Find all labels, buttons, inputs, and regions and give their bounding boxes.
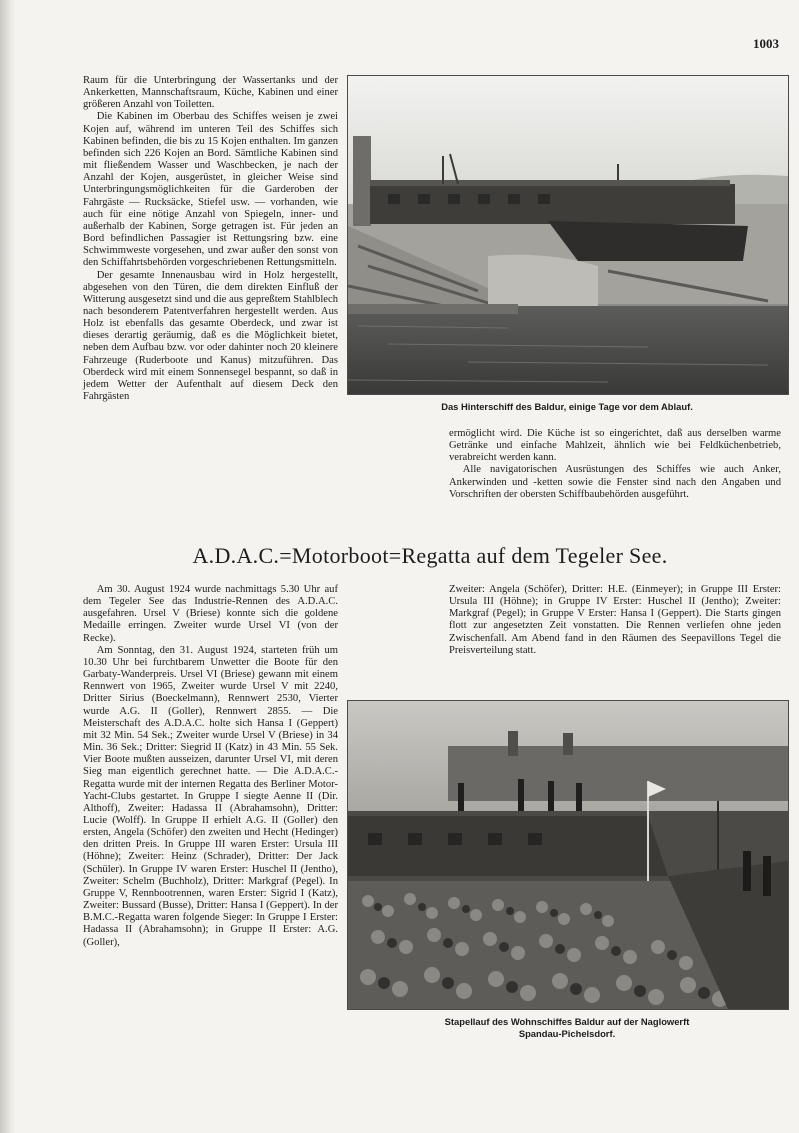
paragraph: Der gesamte Innenausbau wird in Holz hergestellt, abgesehen von den Türen, die dem direkten Einfluß der Witterung ausgesetzt sind und die aus gepreßtem Stahlblech nach besonderem Patentverfahren hergestellt werden. Aus Holz ist ebenfalls das gesamte Oberdeck, und zwar ist dieses derartig geräumig, daß es die Möglichkeit bietet, neben dem Aufbau bzw. vor oder dahinter noch 20 kleinere Fahrzeuge (Ruderboote und Kanus) mitzuführen. Das Oberdeck wird mit einem Sonnensegel bespannt, so daß in jedem Wetter der Aufenthalt auf diesem Deck den Fahrgästen bbox=[83, 269, 338, 403]
paragraph: Am Sonntag, den 31. August 1924, starteten früh um 10.30 Uhr bei furchtbarem Unwetter die Boote für den Garbaty-Wanderpreis. Ursel VI (Briese) gewann mit einem Rennwert von 1965, Zweiter wurde Ursel V mit 2240, Dritter Sirius (Boeckelmann), Rennwert 2530, Vierter wurde A.G. II (Goller), Rennwert 2855. — Die Meisterschaft des A.D.A.C. holte sich Hansa I (Geppert) mit 32 Min. 54 Sek.; Zweiter wurde Ursel V (Briese) in 34 Min. 36 Sek.; Dritter: Siegrid II (Katz) in 43 Min. 55 Sek. Vier Boote mußten ausseizen, darunter Ursel VI, mit deren Sieg man eigentlich gerechnet hatte. — Die A.D.A.C.-Regatta wurde mit der internen Regatta des Berliner Motor-Yacht-Clubs gestartet. In Gruppe I siegte Aenne II (Dir. Althoff), Zweiter: Hadassa II (Abrahamsohn), Dritter: Lucie (Wolff). In Gruppe II erhielt A.G. II (Goller) den ersten, Angela (Schöfer) den zweiten und Hecht (Hedinger) den dritten Preis. In Gruppe III waren Erster: Ursula III (Höhne); Zweiter: Heinz (Schrader), Dritter: Der Jack (Schüler). In Gruppe IV waren Erster: Huschel II (Jentho), Zweiter: Schelm (Buchholz), Dritter: Markgraf (Pegel). In Gruppe V, Rennbootrennen, waren Erster: Sigrid I (Katz), Zweiter: Bussard (Busse), Dritter: Hansa I (Geppert). In der B.M.C.-Regatta waren folgende Sieger: In Gruppe I Erster: Hadassa II (Abrahamsohn); in Gruppe II Erster: A.G. (Goller), bbox=[83, 644, 338, 948]
photo-ship-stern bbox=[347, 75, 789, 395]
paragraph: Alle navigatorischen Ausrüstungen des Schiffes wie auch Anker, Ankerwinden und -ketten sowie die Fenster sind nach den Angaben und Vorschriften der obersten Schiffbaubehörden ausgeführt. bbox=[449, 464, 781, 500]
paragraph: ermöglicht wird. Die Küche ist so eingerichtet, daß aus derselben warme Getränke und einfache Mahlzeit, ähnlich wie bei Feldküchenbetrieb, verabreicht werden kann. bbox=[449, 428, 781, 464]
paragraph: Am 30. August 1924 wurde nachmittags 5.30 Uhr auf dem Tegeler See das Industrie-Rennen des A.D.A.C. ausgefahren. Ursel V (Briese) konnte sich die goldene Medaille erringen. Zweiter wurde Ursel VI (von der Recke). bbox=[83, 584, 338, 644]
top-right-column bbox=[449, 428, 781, 528]
figure-caption-top: Das Hinterschiff des Baldur, einige Tage vor dem Ablauf. bbox=[441, 401, 693, 412]
bottom-left-column bbox=[83, 584, 338, 1064]
section-title: A.D.A.C.=Motorboot=Regatta auf dem Tegeler See. bbox=[192, 543, 668, 568]
top-left-column bbox=[83, 75, 338, 525]
paragraph: Die Kabinen im Oberbau des Schiffes weisen je zwei Kojen auf, während im unteren Teil des Schiffes sich Kabinen befinden, die bis zu 15 Kojen enthalten. Im ganzen befinden sich 226 Kojen an Bord. Sämtliche Kabinen sind mit fließendem Wasser und Waschbecken, je nach der Anzahl der Kojen, ausgerüstet, in gleicher Weise sind Unterbringungsmöglichkeiten für die Garderoben der Fahrgäste — Rucksäcke, Stiefel usw. — vorhanden, wie auch für eine nötige Anzahl von Spiegeln, inner- und außerhalb der Kabinen, Sorge getragen ist. Für jeden an Bord befindlichen Passagier ist Rettungsring bzw. eine Schwimmweste vorgesehen, und zwar außer den sonst von den Schiffahrtsbehörden vorgeschriebenen Rettungsmitteln. bbox=[83, 111, 338, 269]
photo-ship-launch bbox=[347, 700, 789, 1010]
figure-caption-bottom-line2: Spandau-Pichelsdorf. bbox=[518, 1028, 616, 1039]
page-binding-shadow bbox=[0, 0, 16, 1133]
paragraph: Zweiter: Angela (Schöfer), Dritter: H.E. (Einmeyer); in Gruppe III Erster: Ursula III (Höhne); in Gruppe IV Erster: Huschel II (Jentho); Zweiter: Markgraf (Pegel); in Gruppe V Erster: Hansa I (Geppert). Die Starts gingen flott zur angesetzten Zeit vonstatten. Die Rennen verliefen ohne jeden Zwischenfall. Am Abend fand in den Räumen des Seepavillons Tegel die Preisverteilung statt. bbox=[449, 584, 781, 656]
page-number: 1003 bbox=[753, 36, 779, 51]
paragraph: Raum für die Unterbringung der Wassertanks und der Ankerketten, Mannschaftsraum, Küche, Kabinen und einer größeren Anzahl von Toiletten. bbox=[83, 75, 338, 111]
figure-caption-bottom bbox=[347, 1016, 787, 1040]
ship-stern-illustration bbox=[348, 76, 788, 394]
figure-caption-bottom-line1: Stapellauf des Wohnschiffes Baldur auf der Naglowerft bbox=[444, 1016, 690, 1027]
ship-launch-illustration bbox=[348, 701, 788, 1009]
bottom-right-column bbox=[449, 584, 781, 684]
